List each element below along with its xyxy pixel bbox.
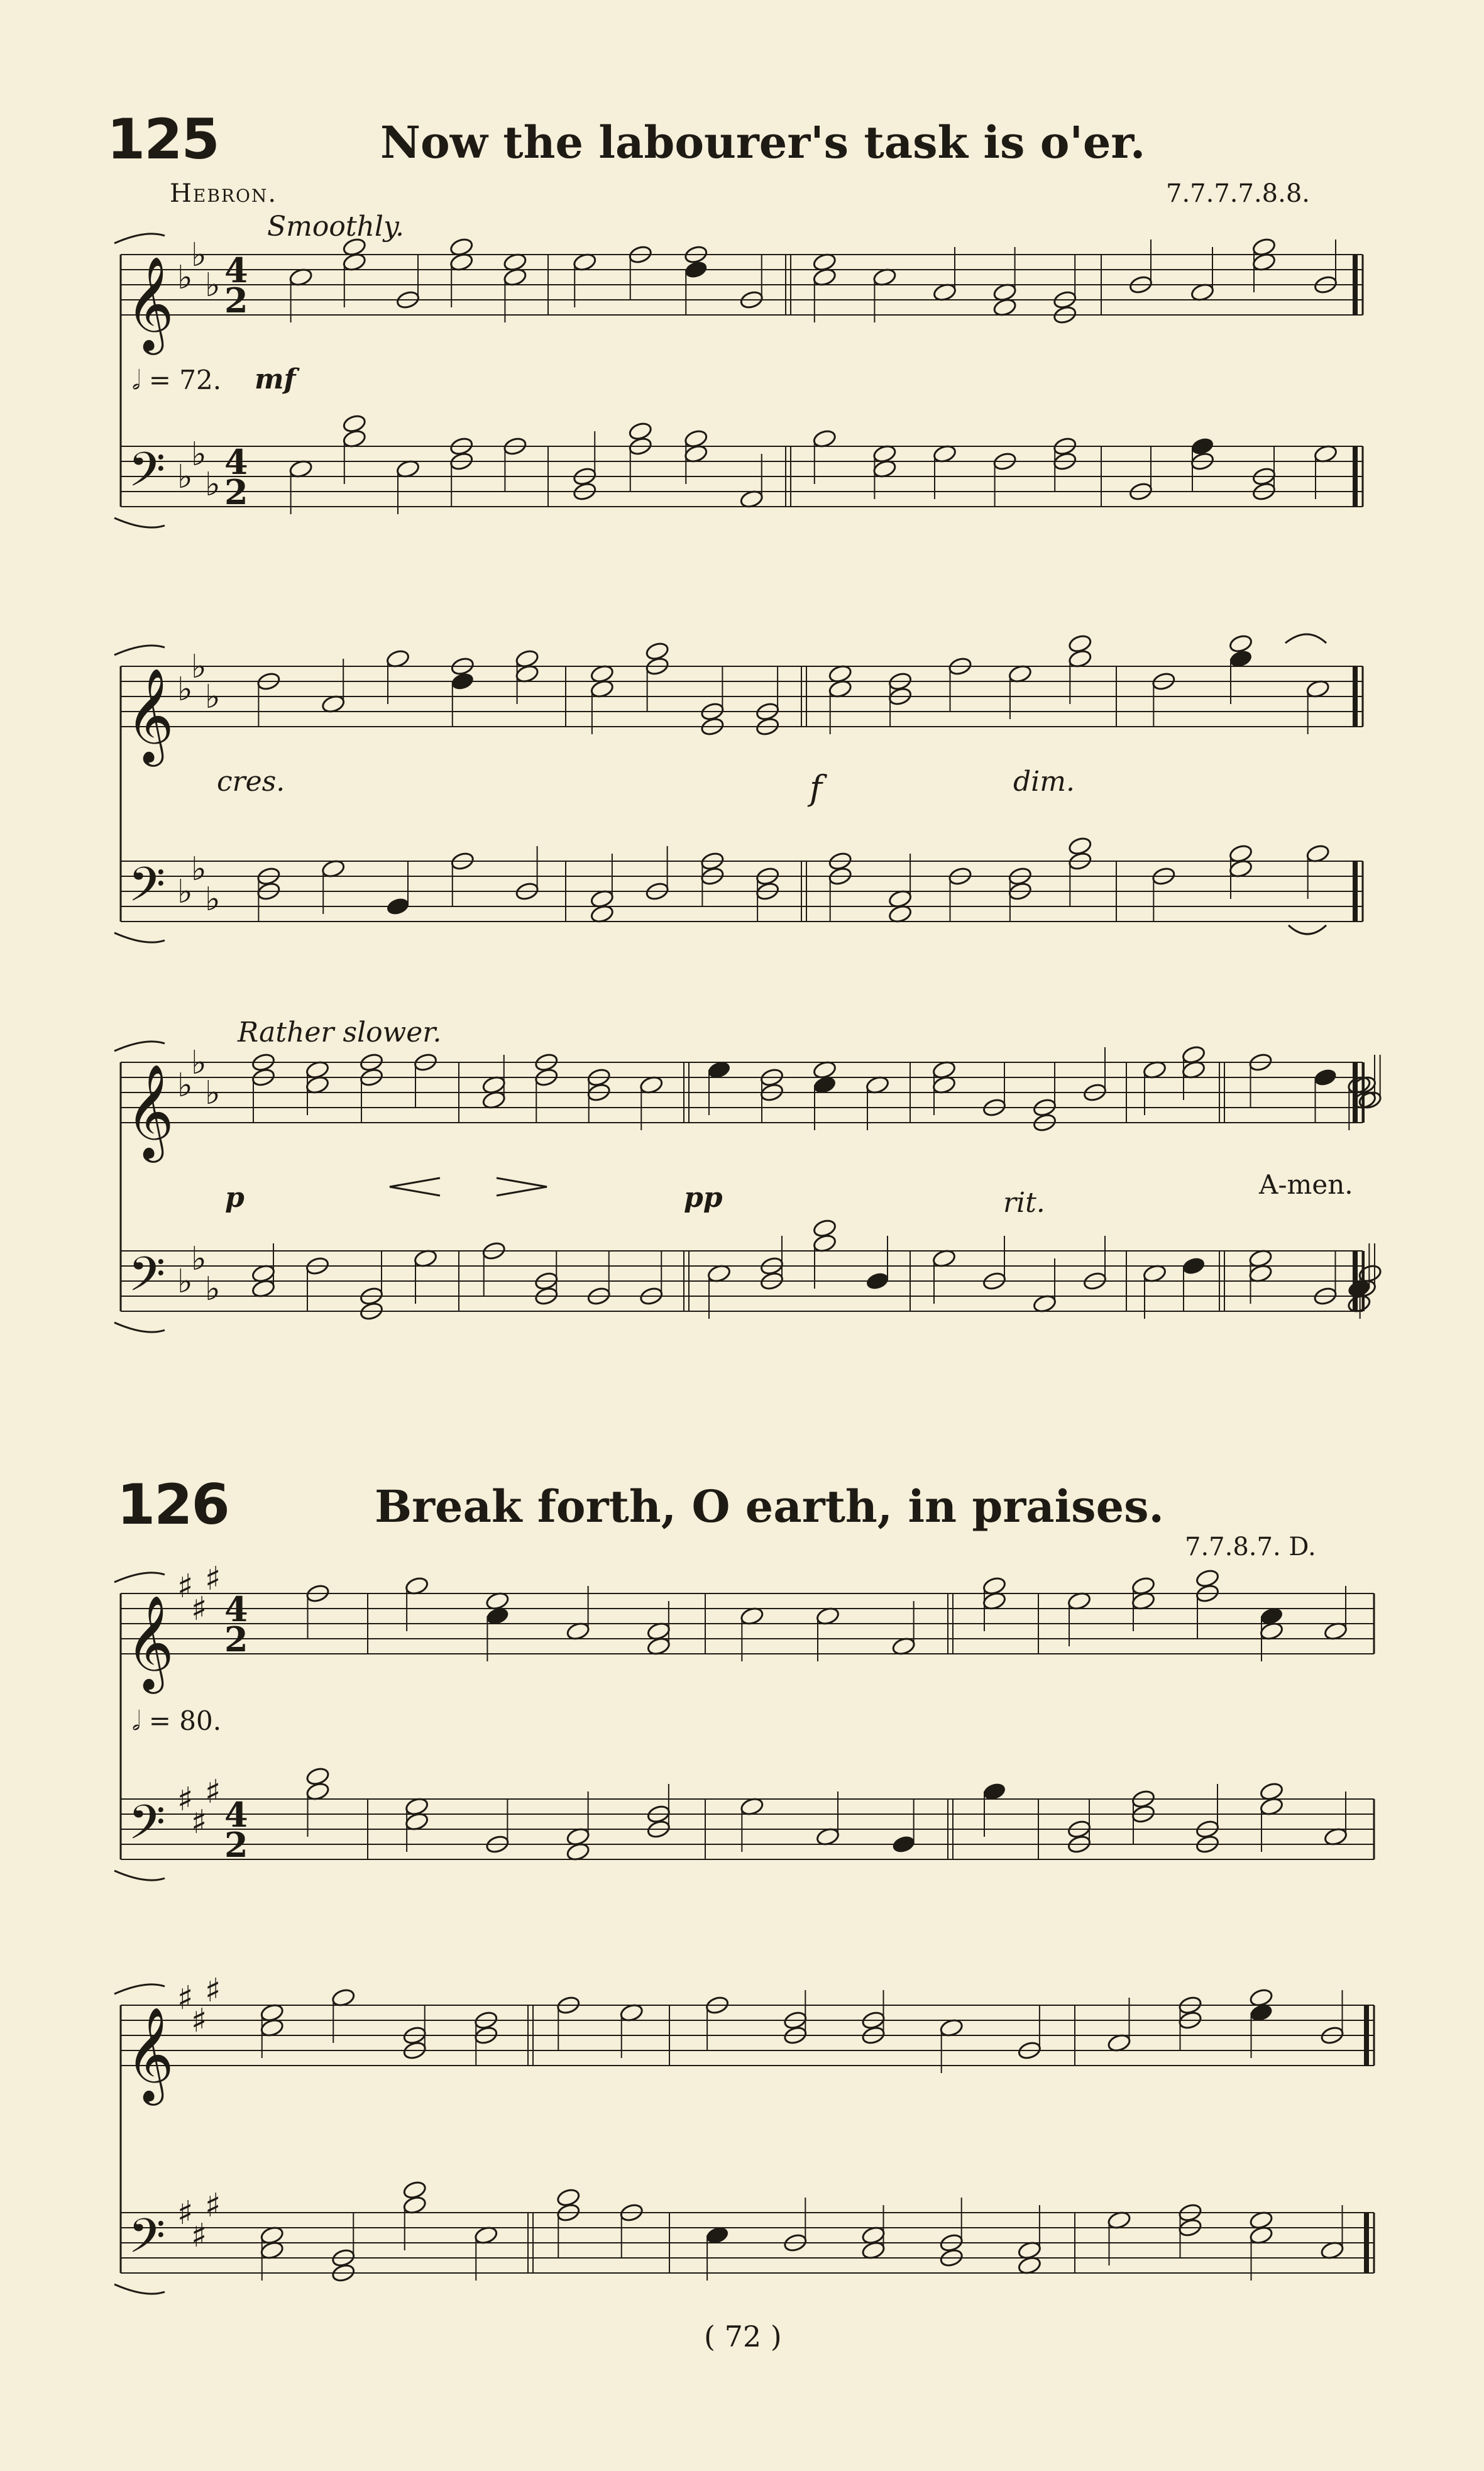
dynamic-rit: rit. xyxy=(1003,1187,1045,1219)
sharp-sign: ♯ xyxy=(191,1803,207,1841)
time-signature-numerator: 4 xyxy=(224,250,248,290)
note-head xyxy=(628,421,652,441)
sharp-sign: ♯ xyxy=(205,1773,221,1811)
dynamic-dim: dim. xyxy=(1013,766,1075,798)
treble-clef: 𝄞 xyxy=(126,1594,174,1690)
dynamic-cres: cres. xyxy=(217,766,285,798)
dynamic-f: f xyxy=(810,768,822,808)
sharp-sign: ♯ xyxy=(191,1590,207,1628)
sharp-sign: ♯ xyxy=(177,1781,194,1819)
flat-sign: ♭ xyxy=(205,1074,221,1112)
brace-top xyxy=(114,1042,165,1051)
note-head xyxy=(645,641,669,661)
hymn-title: Now the labourer's task is o'er. xyxy=(380,116,1146,168)
flat-sign: ♭ xyxy=(177,1067,193,1104)
sharp-sign: ♯ xyxy=(191,2002,207,2040)
tempo-marking: Smoothly. xyxy=(267,211,404,243)
note-head xyxy=(865,1271,889,1291)
brace-bottom xyxy=(114,1323,165,1332)
time-signature-numerator: 4 xyxy=(224,442,248,482)
bass-clef: 𝄢 xyxy=(128,1795,166,1862)
brace-top xyxy=(114,1984,165,1994)
amen-text: A-men. xyxy=(1259,1169,1353,1200)
flat-sign: ♭ xyxy=(205,678,221,716)
metronome-marking: 𝅗𝅥 = 72. xyxy=(132,365,222,395)
time-signature-denominator: 2 xyxy=(224,280,248,321)
dynamic-mf: mf xyxy=(255,363,296,395)
tune-name: Hebron. xyxy=(170,179,278,208)
diminuendo-hairpin xyxy=(497,1178,547,1196)
flat-sign: ♭ xyxy=(177,873,193,911)
note-head xyxy=(1228,634,1253,654)
brace-top xyxy=(114,234,165,243)
time-signature-denominator: 2 xyxy=(224,472,248,512)
brace-bottom xyxy=(114,2284,165,2294)
flat-sign: ♭ xyxy=(191,436,207,473)
hymn-title: Break forth, O earth, in praises. xyxy=(375,1480,1164,1533)
flat-sign: ♭ xyxy=(191,648,207,686)
hymn-number: 126 xyxy=(117,1472,229,1537)
flat-sign: ♭ xyxy=(205,881,221,918)
sharp-sign: ♯ xyxy=(177,1568,194,1605)
bass-clef: 𝄢 xyxy=(128,2208,166,2276)
time-signature-numerator: 4 xyxy=(224,1589,248,1629)
flat-sign: ♭ xyxy=(205,1270,221,1308)
fermata xyxy=(1285,634,1326,643)
fermata xyxy=(1289,925,1326,934)
brace-bottom xyxy=(114,933,165,942)
treble-clef: 𝄞 xyxy=(126,255,174,351)
hymn-number: 125 xyxy=(107,107,219,172)
brace-top xyxy=(114,1573,165,1582)
note-head xyxy=(1068,634,1092,654)
brace-top xyxy=(114,646,165,655)
flat-sign: ♭ xyxy=(205,466,221,504)
flat-sign: ♭ xyxy=(205,267,221,304)
sharp-sign: ♯ xyxy=(205,1972,221,2010)
sharp-sign: ♯ xyxy=(177,2194,194,2232)
flat-sign: ♭ xyxy=(191,236,207,274)
note-head xyxy=(1313,1067,1338,1087)
time-signature-denominator: 2 xyxy=(224,1825,248,1865)
note-head xyxy=(891,1834,916,1854)
time-signature-denominator: 2 xyxy=(224,1619,248,1659)
sharp-sign: ♯ xyxy=(177,1979,194,2017)
treble-clef: 𝄞 xyxy=(126,2006,174,2101)
brace-bottom xyxy=(114,518,165,527)
flat-sign: ♭ xyxy=(177,1263,193,1301)
dynamic-pp: pp xyxy=(684,1182,723,1214)
flat-sign: ♭ xyxy=(191,1240,207,1278)
meter: 7.7.8.7. D. xyxy=(1185,1533,1316,1561)
flat-sign: ♭ xyxy=(177,458,193,496)
meter: 7.7.7.7.8.8. xyxy=(1166,179,1310,208)
note-head xyxy=(556,2188,581,2208)
note-head xyxy=(1181,1256,1206,1276)
treble-clef: 𝄞 xyxy=(126,1063,174,1158)
metronome-marking: 𝅗𝅥 = 80. xyxy=(132,1705,222,1736)
crescendo-hairpin xyxy=(390,1178,440,1196)
treble-clef: 𝄞 xyxy=(126,667,174,762)
sharp-sign: ♯ xyxy=(205,2187,221,2225)
note-head xyxy=(812,1218,837,1238)
dynamic-p: p xyxy=(225,1182,245,1214)
note-head xyxy=(305,1766,330,1786)
note-head xyxy=(385,896,410,916)
note-head xyxy=(342,414,366,434)
tempo-change-marking: Rather slower. xyxy=(238,1016,442,1048)
brace-bottom xyxy=(114,1871,165,1880)
sharp-sign: ♯ xyxy=(205,1560,221,1598)
note-head xyxy=(1195,1568,1219,1588)
flat-sign: ♭ xyxy=(177,671,193,708)
sharp-sign: ♯ xyxy=(191,2217,207,2255)
bass-clef: 𝄢 xyxy=(128,1247,166,1314)
flat-sign: ♭ xyxy=(191,1044,207,1082)
time-signature-numerator: 4 xyxy=(224,1795,248,1835)
page-number: ( 72 ) xyxy=(704,2320,782,2353)
bass-clef: 𝄢 xyxy=(128,857,166,924)
bass-clef: 𝄢 xyxy=(128,442,166,509)
flat-sign: ♭ xyxy=(177,259,193,297)
flat-sign: ♭ xyxy=(191,850,207,888)
note-head xyxy=(1068,836,1092,856)
note-head xyxy=(402,2180,427,2200)
